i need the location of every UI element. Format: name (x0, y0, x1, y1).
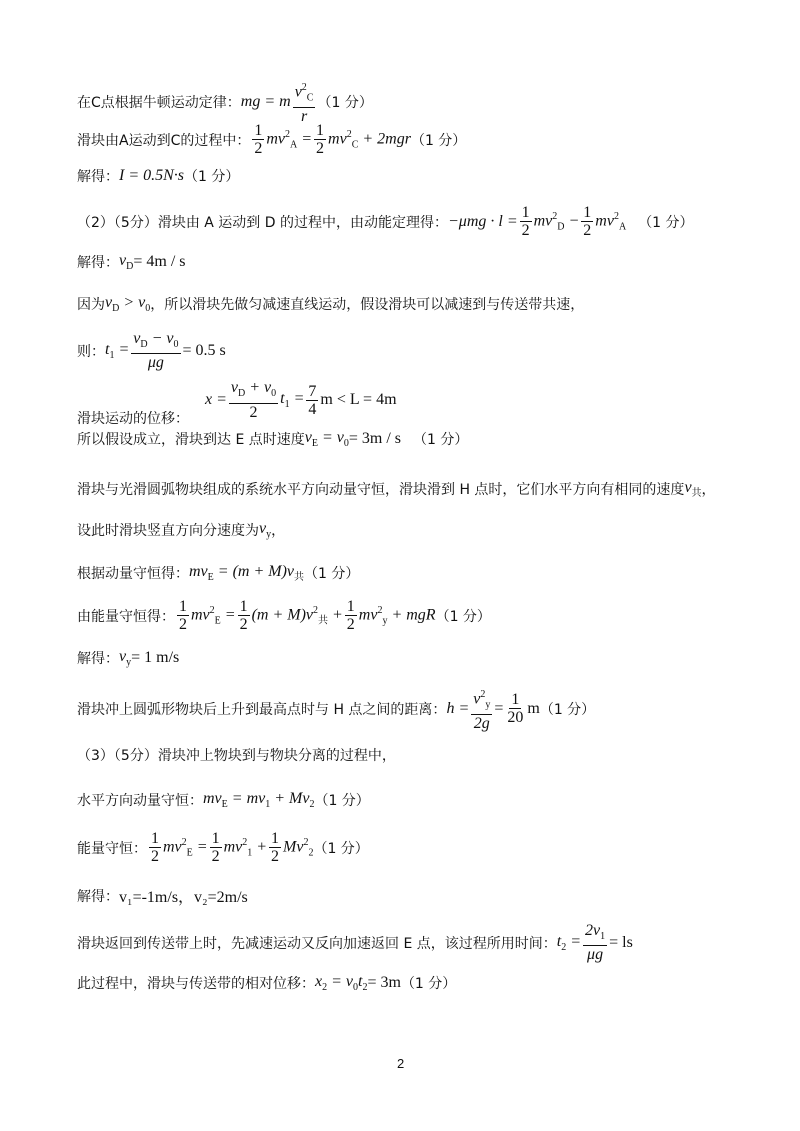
line-solve-i (77, 166, 239, 186)
result: = 0.5 s (182, 341, 226, 359)
score: （1 分） (638, 214, 694, 231)
text: 因为 (77, 297, 105, 314)
result: m < L = 4m (320, 391, 397, 408)
line-momentum-system (77, 479, 716, 499)
line-t2 (77, 922, 633, 963)
symbol: x = (205, 391, 227, 408)
text: 解得： (77, 888, 119, 905)
symbol: $v_D$ (119, 252, 134, 273)
fraction: $\frac{1}{2}$ (179, 598, 187, 633)
equation: $mv^2_y$ + mgR (358, 604, 436, 627)
equation: mg = m (240, 92, 291, 110)
text: 解得： (77, 169, 119, 185)
page-number: 2 (397, 1056, 405, 1071)
fraction: $\frac{v^2_y}{2g}$ (471, 686, 492, 732)
equation: $mv^2_1$ + (223, 836, 268, 859)
text: 设此时滑块竖直方向分速度为 (77, 523, 259, 540)
equation: $mv^2_A$ = (266, 128, 313, 151)
text: 滑块与光滑圆弧物块组成的系统水平方向动量守恒，滑块滑到 H 点时，它们水平方向有相同的速度 (77, 482, 685, 499)
text: 解得： (77, 255, 119, 272)
text: 所以假设成立，滑块到达 E 点时速度 (77, 432, 305, 449)
score: （1 分） (317, 94, 373, 111)
fraction: $\frac{1}{2}$ (316, 122, 325, 157)
equation: $Mv^2_2$ (283, 836, 314, 859)
fraction: $\frac{v^2_C}{r}$ (293, 79, 316, 125)
text: ，所以滑块先做匀减速直线运动，假设滑块可以减速到与传送带共速， (150, 297, 585, 314)
line-solve-vy (77, 648, 179, 668)
fraction: $\frac{v_D - v_0}{\mu g}$ (133, 330, 179, 372)
line-t1 (77, 330, 226, 371)
text: 则： (77, 343, 105, 360)
line-momentum-h (77, 790, 370, 810)
text: 滑块返回到传送带上时，先减速运动又反向加速返回 E 点，该过程所用时间： (77, 935, 557, 952)
inequality: $v_D > v_0$ (105, 294, 151, 315)
line-a-to-c (77, 122, 466, 157)
symbol: $v_共$ (684, 479, 702, 500)
line-part3-header (77, 745, 396, 765)
result: = 3m / s (348, 430, 402, 448)
score: （1 分） (413, 432, 469, 449)
text: ， (271, 523, 286, 540)
text: 滑块由A运动到C的过程中： (77, 132, 251, 149)
equation: $mv^2_C + 2mgr$ (328, 128, 411, 151)
line-solve-v1v2 (77, 884, 248, 907)
line-height (77, 686, 595, 732)
line-vy-def (77, 520, 285, 540)
score: （1 分） (314, 793, 370, 810)
symbol: $v_y$ (119, 648, 132, 669)
line-solve-vd (77, 252, 185, 272)
fraction: $\frac{1}{2}$ (211, 830, 220, 865)
score: （1 分） (304, 566, 360, 583)
result: = ls (609, 933, 633, 951)
text: 在C点根据牛顿运动定律： (77, 94, 241, 111)
score: （1 分） (313, 840, 369, 857)
equation: $(m + M)v^2_共$ + (251, 604, 343, 627)
equation: $mv^2_E$ = (191, 604, 236, 627)
equation: $mv_E = mv_1 + Mv_2$ (203, 790, 315, 811)
equation: $mv^2_D$ − (533, 210, 580, 233)
score: （1 分） (539, 701, 596, 718)
fraction: $\frac{1}{2}$ (583, 204, 592, 239)
line-newton-c (77, 79, 373, 125)
score: （1 分） (400, 976, 457, 993)
text: 滑块运动的位移： (77, 411, 189, 427)
symbol: $v_E = v_0$ (304, 429, 349, 450)
text: 能量守恒： (77, 840, 147, 857)
equation: $mv^2_A$ (595, 210, 627, 233)
equation: $mv_E = (m + M)v_共$ (189, 563, 304, 584)
symbol: $v_y$ (259, 520, 272, 541)
line-assumption (77, 429, 468, 449)
line-relative-disp (77, 973, 456, 993)
equation: −μmg · l = (447, 212, 518, 230)
text: 此过程中，滑块与传送带的相对位移： (77, 976, 315, 993)
fraction: $\frac{1}{20}$ (507, 691, 524, 727)
score: （1 分） (435, 608, 491, 625)
score: （1 分） (184, 169, 240, 185)
symbol: h = (446, 699, 470, 717)
line-momentum-eq (77, 563, 359, 583)
line-part2-header (77, 204, 694, 239)
symbol: $t_1$ = (280, 389, 305, 411)
line-displacement (77, 372, 397, 428)
equation: $x_2 = v_0t_2$ (315, 973, 368, 994)
fraction: $\frac{1}{2}$ (521, 204, 530, 239)
line-energy-3 (77, 830, 369, 865)
text: （3）（5分）滑块冲上物块到与物块分离的过程中， (77, 748, 396, 764)
fraction: $\frac{2v_1}{\mu g}$ (585, 922, 606, 964)
line-because (77, 294, 584, 314)
text: 根据动量守恒得： (77, 566, 189, 583)
text: ， (701, 482, 716, 499)
result: = 3m (367, 974, 401, 992)
result: v₁=-1m/s，v₂=2m/s (119, 889, 248, 906)
equation: $mv^2_E$ = (163, 836, 208, 859)
score: （1 分） (410, 132, 467, 149)
result: I = 0.5N·s (119, 167, 185, 184)
text: （2）（5分）滑块由 A 运动到 D 的过程中，由动能定理得： (77, 214, 448, 231)
text: 由能量守恒得： (77, 608, 175, 625)
text: 水平方向动量守恒： (77, 793, 203, 810)
result: = 4m / s (133, 253, 186, 271)
fraction: $\frac{1}{2}$ (346, 598, 355, 633)
result: = 1 m/s (131, 649, 180, 667)
equation: = (494, 699, 504, 717)
fraction: $\frac{1}{2}$ (239, 598, 248, 633)
fraction: $\frac{1}{2}$ (254, 122, 263, 157)
symbol: $t_1$ = (105, 340, 130, 361)
fraction: $\frac{7}{4}$ (308, 382, 317, 418)
symbol: $t_2$ = (556, 932, 581, 953)
fraction: $\frac{1}{2}$ (151, 830, 159, 865)
fraction: $\frac{1}{2}$ (271, 830, 280, 865)
text: 解得： (77, 651, 119, 668)
fraction: $\frac{v_D + v_0}{2}$ (230, 379, 277, 421)
text: 滑块冲上圆弧形物块后上升到最高点时与 H 点之间的距离： (77, 701, 447, 718)
unit: m (527, 699, 540, 717)
line-energy-eq (77, 598, 491, 633)
